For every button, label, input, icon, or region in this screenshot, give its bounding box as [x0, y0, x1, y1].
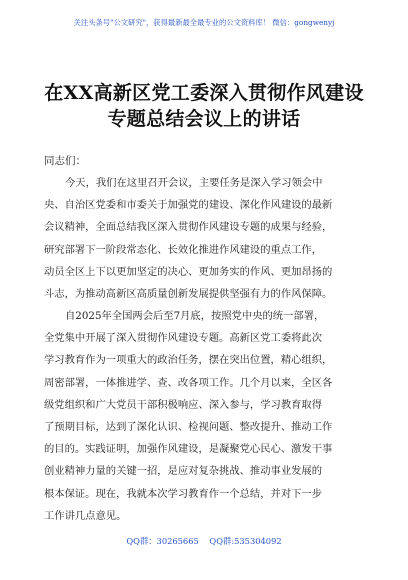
title-line-1: 在XX高新区党工委深入贯彻作风建设 — [44, 82, 364, 104]
paragraph-1 — [44, 172, 366, 305]
paragraph-line: 学习教育作为一项重大的政治任务，摆在突出位置，精心组织， — [44, 354, 333, 367]
paragraph-2 — [44, 305, 366, 527]
paragraph-line: 根本保证。现在，我就本次学习教育作一个总结，并对下一步 — [44, 487, 323, 500]
paragraph-line: 的目的。实践证明，加强作风建设，是凝聚党心民心、激发干事 — [44, 443, 333, 456]
paragraph-line: 斗志，为推动高新区高质量创新发展提供坚强有力的作风保障。 — [44, 287, 333, 300]
paragraph-line: 研究部署下一阶段常态化、长效化推进作风建设的重点工作， — [44, 243, 323, 256]
header-banner: 关注头条号"公文研究"，获得最新最全最专业的公文资料库！ 微信：gongwenyj — [73, 18, 335, 27]
paragraph-line: 周密部署，一体推进学、查、改各项工作。几个月以来，全区各 — [44, 376, 333, 389]
paragraph-line: 工作讲几点意见。 — [44, 509, 127, 522]
page-title — [20, 80, 388, 132]
paragraph-line: 创业精神力量的关键一招，是应对复杂挑战、推动事业发展的 — [44, 465, 323, 478]
salutation: 同志们： — [44, 155, 86, 167]
footer — [0, 535, 408, 547]
paragraph-line: 会议精神，全面总结我区深入贯彻作风建设专题的成果与经验， — [44, 221, 333, 234]
footer-qq-group-1: QQ群：30265665 — [126, 536, 199, 546]
paragraph-line: 级党组织和广大党员干部积极响应、深入参与，学习教育取得 — [44, 398, 323, 411]
paragraph-line: 全党集中开展了深入贯彻作风建设专题。高新区党工委将此次 — [44, 332, 323, 345]
paragraph-line: 自2025年全国两会后至7月底，按照党中央的统一部署， — [65, 310, 325, 322]
title-line-2: 专题总结会议上的讲话 — [107, 108, 301, 130]
paragraph-line: 央、自治区党委和市委关于加强党的建设、深化作风建设的最新 — [44, 199, 333, 212]
paragraph-line: 今天，我们在这里召开会议，主要任务是深入学习领会中 — [65, 177, 323, 189]
paragraph-line: 了预期目标，达到了深化认识、检视问题、整改提升、推动工作 — [44, 420, 333, 433]
paragraph-line: 动员全区上下以更加坚定的决心、更加务实的作风、更加昂扬的 — [44, 265, 333, 278]
footer-qq-group-2: QQ群:535304092 — [209, 536, 282, 546]
